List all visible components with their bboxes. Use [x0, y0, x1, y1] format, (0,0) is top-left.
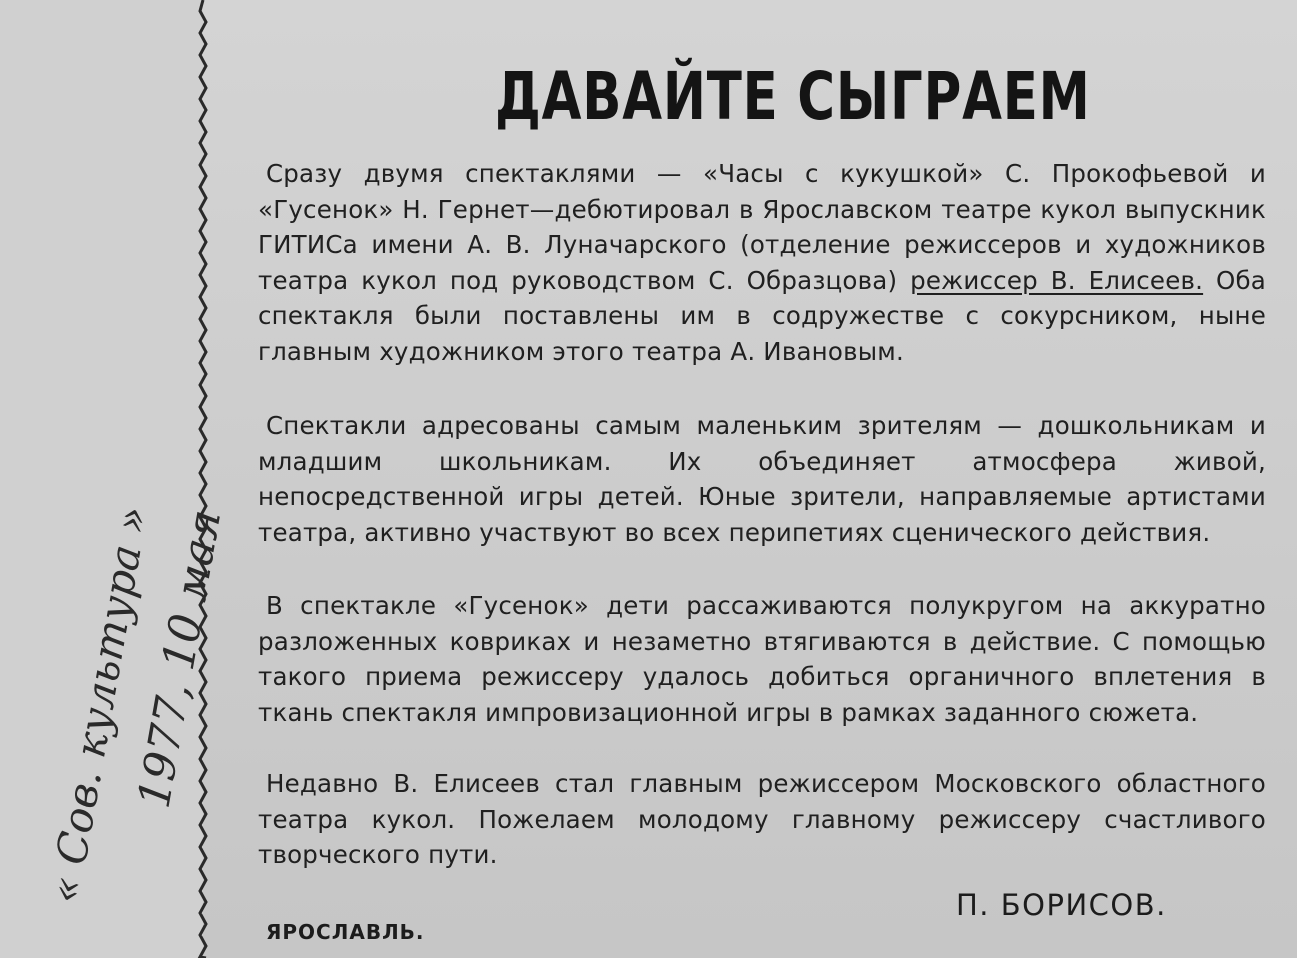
clipping-margin	[0, 0, 203, 958]
handwritten-source: « Сов. культура »	[39, 502, 158, 907]
city-dateline: ЯРОСЛАВЛЬ.	[266, 920, 425, 944]
underlined-director-name: режиссер В. Елисеев.	[910, 265, 1204, 295]
paragraph-1-text-end: Оба спектакля были поставлены им в содружестве с сокурсником, ныне главным художником этого театра А. Ивановым.	[258, 265, 1266, 366]
article-paragraph-1	[258, 156, 1266, 370]
article-paragraph-2: Спектакли адресованы самым маленьким зрителям — дошкольникам и младшим школьникам. Их объединяет атмосфера живой, непосредственной игры детей. Юные зрители, направляемые артистами театра, активно участвуют во всех перипетиях сценического действия.	[258, 411, 1266, 547]
article-paragraph-3: В спектакле «Гусенок» дети рассаживаются полукругом на аккуратно разложенных ковриках и незаметно втягиваются в действие. С помощью такого приема режиссеру удалось добиться органичного вплетения в ткань спектакля импровизационной игры в рамках заданного сюжета.	[258, 591, 1266, 727]
author-signature: П. БОРИСОВ.	[956, 888, 1167, 922]
article-paragraph-4: Недавно В. Елисеев стал главным режиссером Московского областного театра кукол. Пожелаем молодому главному режиссеру счастливого творческого пути.	[258, 769, 1266, 870]
handwritten-date: 1977, 10 мая	[128, 505, 232, 812]
article-headline: ДАВАЙТЕ СЫГРАЕМ	[495, 58, 1091, 135]
paragraph-1-text: Сразу двумя спектаклями — «Часы с кукушкой» С. Прокофьевой и «Гусенок» Н. Гернет—дебютировал в Ярославском театре кукол выпускник ГИТИСа имени А. В. Луначарского (отделение режиссеров и художников театра кукол под руководством С. Образцова)	[258, 159, 1266, 295]
torn-edge	[192, 0, 214, 958]
